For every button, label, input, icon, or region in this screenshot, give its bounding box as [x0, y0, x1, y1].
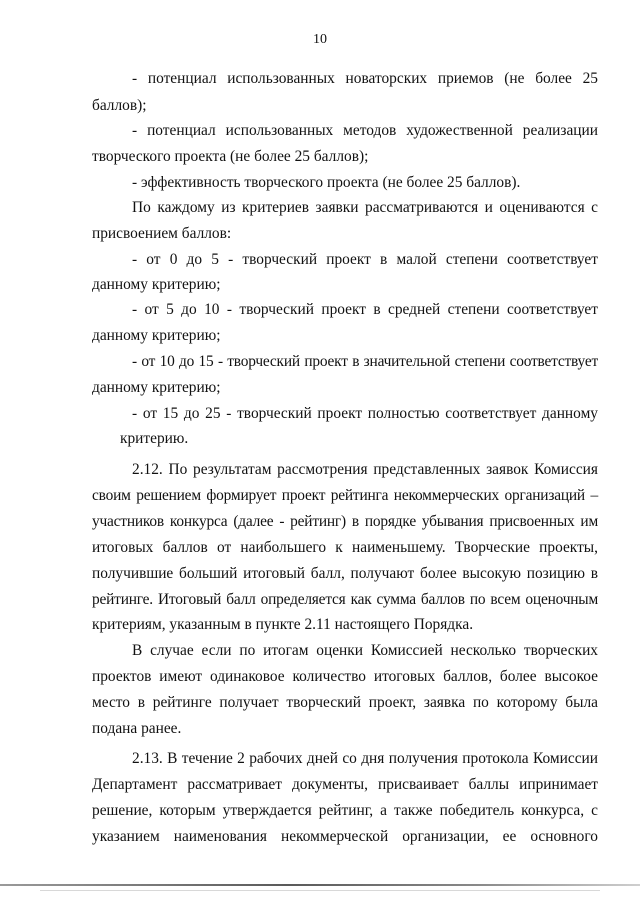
text-line: В случае если по итогам оценки Комиссией несколько творческих [132, 642, 598, 659]
page-number: 10 [313, 32, 327, 47]
text-line: данному критерию; [92, 327, 221, 344]
text-line: рейтинге. Итоговый балл определяется как сумма баллов по всем оценочным [92, 591, 598, 608]
text-line: указанием наименования некоммерческой организации, ее основного [92, 828, 598, 845]
text-line: критерию. [120, 430, 189, 447]
text-line: подана ранее. [92, 720, 182, 737]
text-line: - потенциал использованных новаторских приемов (не более 25 [132, 70, 598, 87]
text-line: место в рейтинге получает творческий проект, заявка по которому была [92, 694, 598, 711]
text-line: творческого проекта (не более 25 баллов); [92, 148, 369, 165]
text-line: получившие больший итоговый балл, получают более высокую позицию в [92, 565, 598, 582]
text-line: решение, которым утверждается рейтинг, а также победитель конкурса, с [92, 802, 598, 819]
text-line: своим решением формирует проект рейтинга некоммерческих организаций – [92, 487, 598, 504]
text-line: - потенциал использованных методов художественной реализации [132, 122, 598, 139]
text-line: 2.13. В течение 2 рабочих дней со дня получения протокола Комиссии [132, 750, 598, 767]
text-line: - от 0 до 5 - творческий проект в малой степени соответствует [132, 251, 598, 268]
text-line: данному критерию; [92, 276, 221, 293]
text-line: присвоением баллов: [92, 225, 232, 242]
text-line: баллов); [92, 97, 147, 114]
text-line: итоговых баллов от наибольшего к наименьшему. Творческие проекты, [92, 539, 598, 556]
text-line: - от 5 до 10 - творческий проект в средней степени соответствует [132, 301, 598, 318]
text-line: участников конкурса (далее - рейтинг) в порядке убывания присвоенных им [92, 513, 598, 530]
scan-edge-line [40, 890, 600, 891]
text-line: критериям, указанным в пункте 2.11 настоящего Порядка. [92, 616, 474, 633]
scan-edge-line [0, 884, 640, 886]
text-line: - эффективность творческого проекта (не более 25 баллов). [132, 174, 521, 191]
text-line: - от 10 до 15 - творческий проект в значительной степени соответствует [132, 353, 598, 370]
text-line: По каждому из критериев заявки рассматриваются и оцениваются с [132, 199, 598, 216]
text-line: Департамент рассматривает документы, присваивает баллы ипринимает [92, 776, 598, 793]
text-line: 2.12. По результатам рассмотрения представленных заявок Комиссия [132, 461, 598, 478]
text-line: данному критерию; [92, 379, 221, 396]
text-line: - от 15 до 25 - творческий проект полностью соответствует данному [132, 405, 598, 422]
text-line: проектов имеют одинаковое количество итоговых баллов, более высокое [92, 668, 598, 685]
